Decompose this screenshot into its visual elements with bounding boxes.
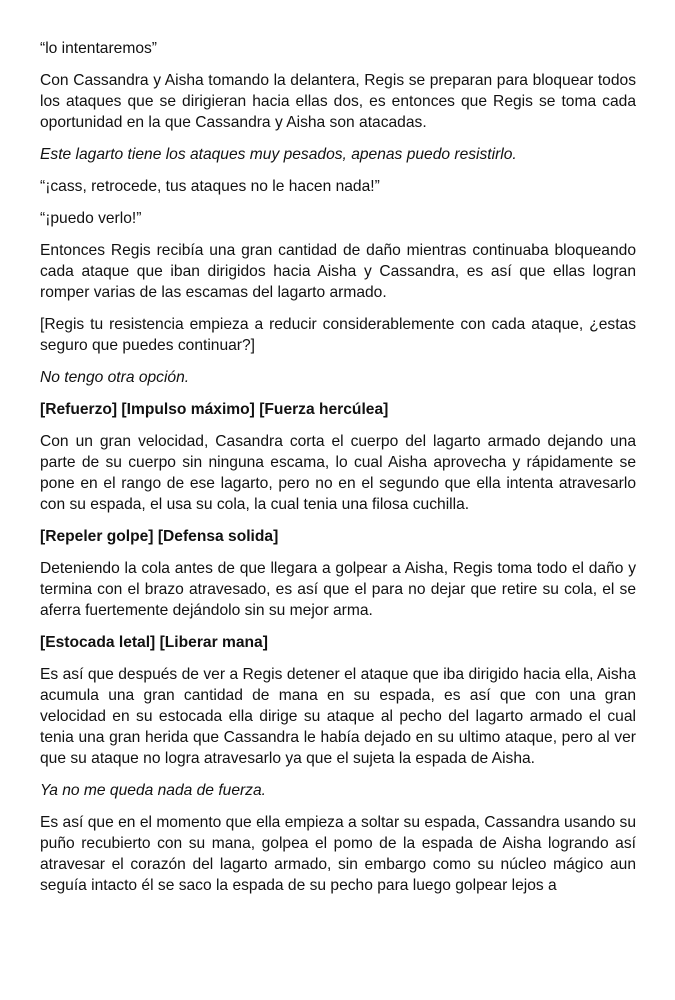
document-page [40, 38, 636, 907]
thought-line: Ya no me queda nada de fuerza. [40, 782, 266, 799]
narration-paragraph: Con un gran velocidad, Casandra corta el cuerpo del lagarto armado dejando una parte de su cuerpo sin ninguna escama, lo cual Aisha aprovecha y rápidamente se pone en el rango de ese lagarto, pero no en el segundo que ella intenta atravesarlo con su espada, el usa su cola, la cual tenia una filosa cuchilla. [40, 433, 636, 513]
narration-paragraph: Es así que en el momento que ella empieza a soltar su espada, Cassandra usando su puño recubierto con su mana, golpea el pomo de la espada de Aisha logrando así atravesar el corazón del lagarto armado, sin embargo como su núcleo mágico aun seguía intacto él se saco la espada de su pecho para luego golpear lejos a [40, 814, 636, 894]
narration-paragraph: Es así que después de ver a Regis detener el ataque que iba dirigido hacia ella, Aisha acumula una gran cantidad de mana en su espada, es así que con una gran velocidad en su estocada ella dirige su ataque al pecho del lagarto armado el cual tenia una gran herida que Cassandra le había dejado en su ultimo ataque, pero al ver que su ataque no logra atravesarlo ya que el sujeta la espada de Aisha. [40, 666, 636, 767]
narration-paragraph: Deteniendo la cola antes de que llegara a golpear a Aisha, Regis toma todo el daño y termina con el brazo atravesado, es así que el para no dejar que retire su cola, el se aferra fuertemente dejándolo sin su mejor arma. [40, 560, 636, 619]
skill-heading: [Repeler golpe] [Defensa solida] [40, 528, 279, 545]
dialogue-line: “lo intentaremos” [40, 40, 157, 57]
narration-paragraph: Con Cassandra y Aisha tomando la delantera, Regis se preparan para bloquear todos los ataques que se dirigieran hacia ellas dos, es entonces que Regis se toma cada oportunidad en la que Cassandra y Aisha son atacadas. [40, 72, 636, 131]
thought-line: No tengo otra opción. [40, 369, 190, 386]
narration-paragraph: Entonces Regis recibía una gran cantidad de daño mientras continuaba bloqueando cada ataque que iban dirigidos hacia Aisha y Cassandra, es así que ellas logran romper varias de las escamas del lagarto armado. [40, 242, 636, 301]
system-message: [Regis tu resistencia empieza a reducir considerablemente con cada ataque, ¿estas seguro que puedes continuar?] [40, 316, 636, 354]
skill-heading: [Estocada letal] [Liberar mana] [40, 634, 268, 651]
thought-line: Este lagarto tiene los ataques muy pesados, apenas puedo resistirlo. [40, 146, 517, 163]
skill-heading: [Refuerzo] [Impulso máximo] [Fuerza hercúlea] [40, 401, 389, 418]
dialogue-line: “¡puedo verlo!” [40, 210, 142, 227]
dialogue-line: “¡cass, retrocede, tus ataques no le hacen nada!” [40, 178, 380, 195]
